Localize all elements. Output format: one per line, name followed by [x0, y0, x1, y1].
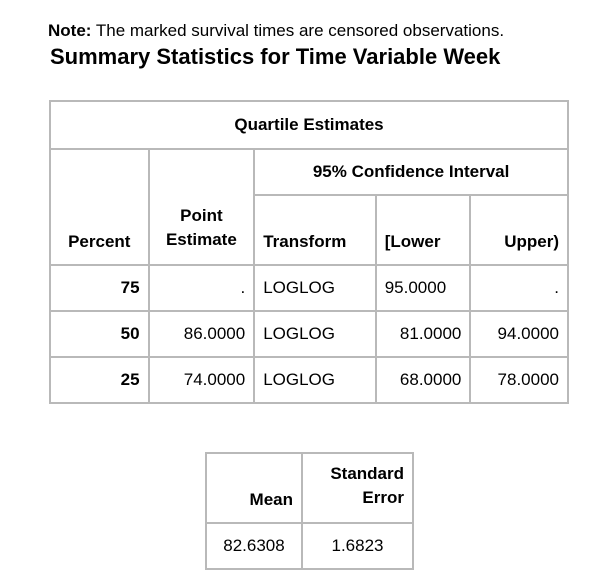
- cell-transform: LOGLOG: [254, 311, 376, 357]
- cell-percent: 50: [50, 311, 149, 357]
- point-header-line1: Point: [180, 206, 223, 225]
- col-header-upper: Upper): [470, 195, 568, 265]
- mean-stderr-table: [205, 452, 414, 570]
- note-text: The marked survival times are censored observations.: [91, 21, 505, 40]
- cell-point: 86.0000: [149, 311, 255, 357]
- cell-lower: 95.0000: [376, 265, 471, 311]
- note-line: [48, 21, 504, 41]
- table-row: [50, 311, 568, 357]
- cell-upper: .: [470, 265, 568, 311]
- point-header-line2: Estimate: [165, 230, 237, 249]
- cell-transform: LOGLOG: [254, 265, 376, 311]
- cell-percent: 25: [50, 357, 149, 403]
- cell-point: .: [149, 265, 255, 311]
- col-header-lower: [Lower: [376, 195, 471, 265]
- se-header-line2: Error: [362, 488, 404, 507]
- col-header-standard-error: [302, 453, 413, 523]
- page-title: Summary Statistics for Time Variable Week: [50, 44, 501, 69]
- cell-standard-error: 1.6823: [302, 523, 413, 569]
- ci-header: 95% Confidence Interval: [254, 149, 568, 195]
- cell-mean: 82.6308: [206, 523, 302, 569]
- cell-transform: LOGLOG: [254, 357, 376, 403]
- col-header-point-estimate: [149, 149, 255, 265]
- cell-lower: 81.0000: [376, 311, 471, 357]
- table-row: [206, 523, 413, 569]
- table-row: [50, 265, 568, 311]
- cell-lower: 68.0000: [376, 357, 471, 403]
- note-label: Note:: [48, 21, 92, 40]
- cell-point: 74.0000: [149, 357, 255, 403]
- cell-upper: 78.0000: [470, 357, 568, 403]
- table-caption: Quartile Estimates: [50, 101, 568, 149]
- table-row: [50, 357, 568, 403]
- col-header-percent: Percent: [50, 149, 149, 265]
- quartile-estimates-table: [49, 100, 569, 404]
- col-header-transform: Transform: [254, 195, 376, 265]
- se-header-line1: Standard: [330, 464, 404, 483]
- cell-percent: 75: [50, 265, 149, 311]
- col-header-mean: Mean: [206, 453, 302, 523]
- cell-upper: 94.0000: [470, 311, 568, 357]
